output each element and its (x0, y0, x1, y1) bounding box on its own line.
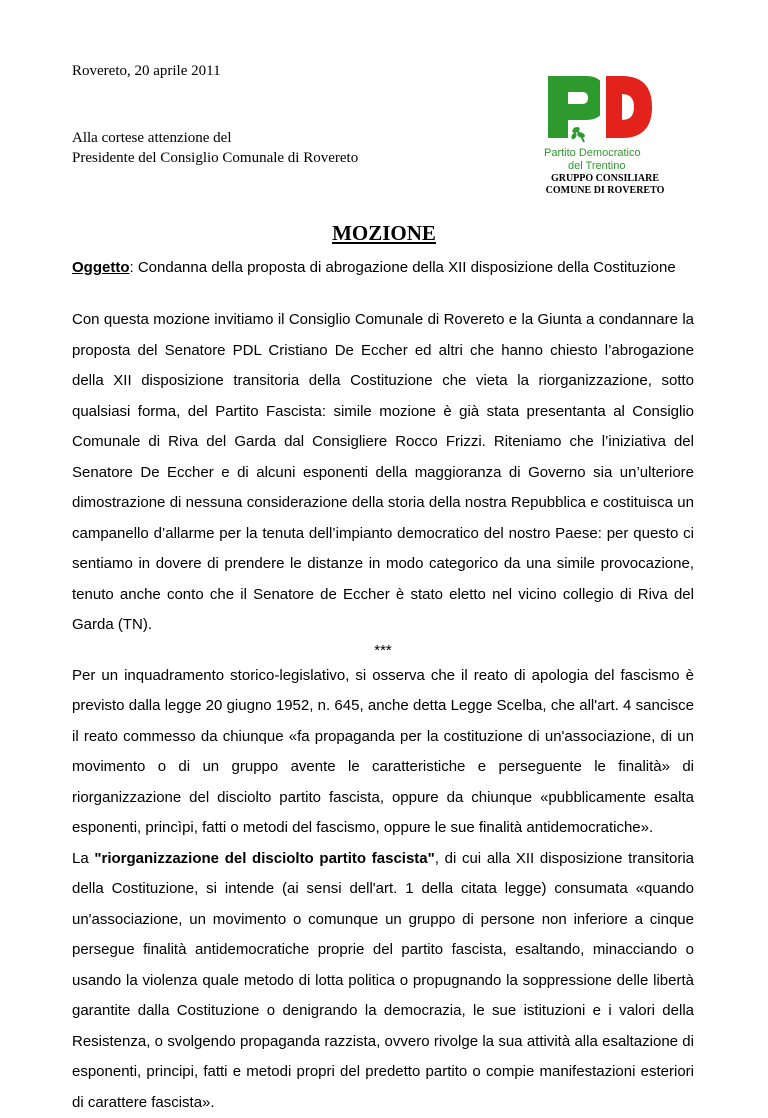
paragraph-2: Per un inquadramento storico-legislativo, si osserva che il reato di apologia del fascismo è previsto dalla legge 20 giugno 1952, n. 645, anche detta Legge Scelba, che all'art. 4 sancisce il reato commesso da chiunque «fa propaganda per la costituzione di un'associazione, di un movimento o di un gruppo avente le caratteristiche e perseguente le finalità» di riorganizzazione del disciolto partito fascista, oppure da chiunque «pubblicamente esalta esponenti, princìpi, fatti o metodi del fascismo, oppure le sue finalità antidemocratiche». (72, 661, 694, 844)
address-line-2: Presidente del Consiglio Comunale di Rovereto (72, 148, 358, 168)
logo-text-line-1: Partito Democratico (544, 147, 641, 159)
address-line-1: Alla cortese attenzione del (72, 128, 358, 148)
pd-logo (540, 72, 662, 184)
paragraph-3-rest: , di cui alla XII disposizione transitoria della Costituzione, si intende (ai sensi dell'art. 1 della citata legge) consumata «quando un'associazione, un movimento o comunque un gruppo di persone non inferiore a cinque persegue finalità antidemocratiche proprie del partito fascista, esaltando, minacciando o usando la violenza quale metodo di lotta politica o propugnando la soppressione delle libertà garantite dalla Costituzione o denigrando la democrazia, le sue istituzioni e i valori della Resistenza, o svolgendo propaganda razzista, ovvero rivolge la sua attività alla esaltazione di esponenti, principi, fatti e metodi propri del predetto partito o compie manifestazioni esteriori di carattere fascista». (72, 850, 694, 1111)
section-separator: *** (72, 641, 694, 661)
group-label-line-2: COMUNE DI ROVERETO (520, 185, 690, 197)
pd-logo-icon (540, 72, 662, 184)
logo-text-line-2: del Trentino (568, 160, 625, 172)
paragraph-3-lead: La (72, 850, 94, 867)
recipient-address (72, 128, 358, 168)
dateline: Rovereto, 20 aprile 2011 (72, 63, 221, 80)
document-title: MOZIONE (0, 221, 768, 246)
subject-line (72, 259, 676, 276)
subject-text: : Condanna della proposta di abrogazione della XII disposizione della Costituzione (130, 259, 676, 276)
paragraph-3-quoted: "riorganizzazione del disciolto partito fascista" (94, 850, 434, 867)
subject-label: Oggetto (72, 259, 130, 276)
paragraph-1: Con questa mozione invitiamo il Consiglio Comunale di Rovereto e la Giunta a condannare la proposta del Senatore PDL Cristiano De Eccher ed altri che hanno chiesto l’abrogazione della XII disposizione transitoria della Costituzione che vieta la riorganizzazione, sotto qualsiasi forma, del Partito Fascista: simile mozione è già stata presentanta al Consiglio Comunale di Riva del Garda dal Consigliere Rocco Frizzi. Riteniamo che l’iniziativa del Senatore De Eccher e di alcuni esponenti della maggioranza di Governo sia un’ulteriore dimostrazione di nessuna considerazione della storia della nostra Repubblica e costituisca un campanello d’allarme per la tenuta dell’impianto democratico del nostro Paese: per questo ci sentiamo in dovere di prendere le distanze in modo categorico da una simile provocazione, tenuto anche conto che il Senatore de Eccher è stato eletto nel vicino collegio di Riva del Garda (TN). (72, 305, 694, 641)
group-label-line-1: GRUPPO CONSILIARE (520, 173, 690, 185)
document-body (72, 305, 694, 1118)
paragraph-3 (72, 844, 694, 1118)
group-label (520, 173, 690, 197)
